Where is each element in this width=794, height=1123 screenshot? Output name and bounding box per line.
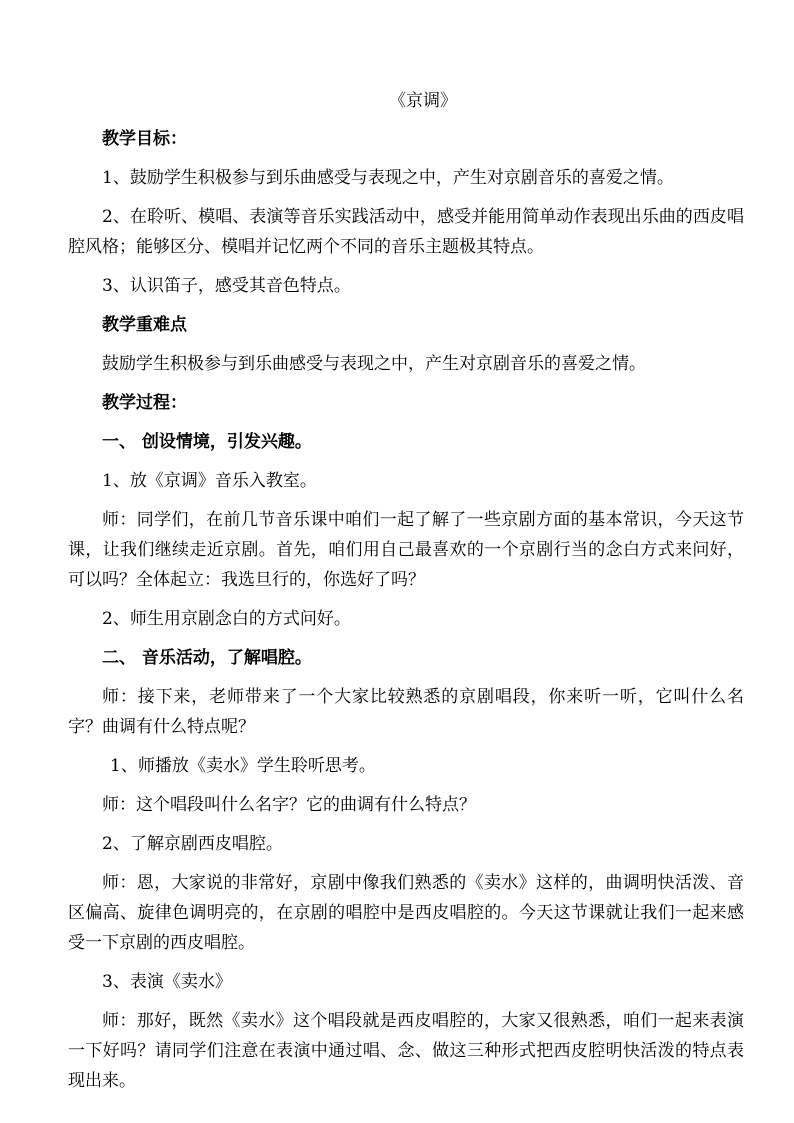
section-heading-key-points: 教学重难点 — [102, 315, 187, 335]
process-step-1-item-2: 2、师生用京剧念白的方式问好。 — [102, 609, 351, 629]
goal-item-2: 2、在聆听、模唱、表演等音乐实践活动中，感受并能用简单动作表现出乐曲的西皮唱腔风格；能够区分、模唱并记忆两个不同的音乐主题极其特点。 — [68, 207, 744, 257]
goal-item-3: 3、认识笛子，感受其音色特点。 — [102, 276, 351, 296]
goal-item-1: 1、鼓励学生积极参与到乐曲感受与表现之中，产生对京剧音乐的喜爱之情。 — [102, 168, 674, 188]
teacher-dialog-4: 师：恩，大家说的非常好，京剧中像我们熟悉的《卖水》这样的，曲调明快活泼、音区偏高、旋律色调明亮的，在京剧的唱腔中是西皮唱腔的。今天这节课就让我们一起来感受一下京剧的西皮唱腔。 — [68, 873, 744, 953]
process-step-2-item-1: 1、师播放《卖水》学生聆听思考。 — [110, 756, 376, 776]
document-page — [68, 86, 744, 1105]
teacher-dialog-3: 师：这个唱段叫什么名字？它的曲调有什么特点？ — [102, 795, 476, 815]
key-point-text: 鼓励学生积极参与到乐曲感受与表现之中，产生对京剧音乐的喜爱之情。 — [102, 354, 646, 374]
process-step-2-item-2: 2、了解京剧西皮唱腔。 — [102, 834, 283, 854]
teacher-dialog-2: 师：接下来，老师带来了一个大家比较熟悉的京剧唱段，你来听一听，它叫什么名字？曲调有什么特点呢？ — [68, 687, 744, 737]
process-step-1-item-1: 1、放《京调》音乐入教室。 — [102, 471, 317, 491]
document-title: 《京调》 — [389, 91, 457, 111]
teacher-dialog-5: 师：那好，既然《卖水》这个唱段就是西皮唱腔的，大家又很熟悉，咱们一起来表演一下好吗？请同学们注意在表演中通过唱、念、做这三种形式把西皮腔明快活泼的特点表现出来。 — [68, 1011, 744, 1091]
section-heading-goals: 教学目标： — [102, 129, 187, 149]
process-step-2-item-3: 3、表演《卖水》 — [102, 972, 232, 992]
process-step-1-heading: 一、 创设情境，引发兴趣。 — [102, 432, 312, 452]
process-step-2-heading: 二、 音乐活动，了解唱腔。 — [102, 648, 312, 668]
section-heading-process: 教学过程： — [102, 393, 187, 413]
teacher-dialog-1: 师：同学们，在前几节音乐课中咱们一起了解了一些京剧方面的基本常识，今天这节课，让我们继续走近京剧。首先，咱们用自己最喜欢的一个京剧行当的念白方式来问好，可以吗？全体起立：我选旦行的，你选好了吗？ — [68, 510, 744, 590]
